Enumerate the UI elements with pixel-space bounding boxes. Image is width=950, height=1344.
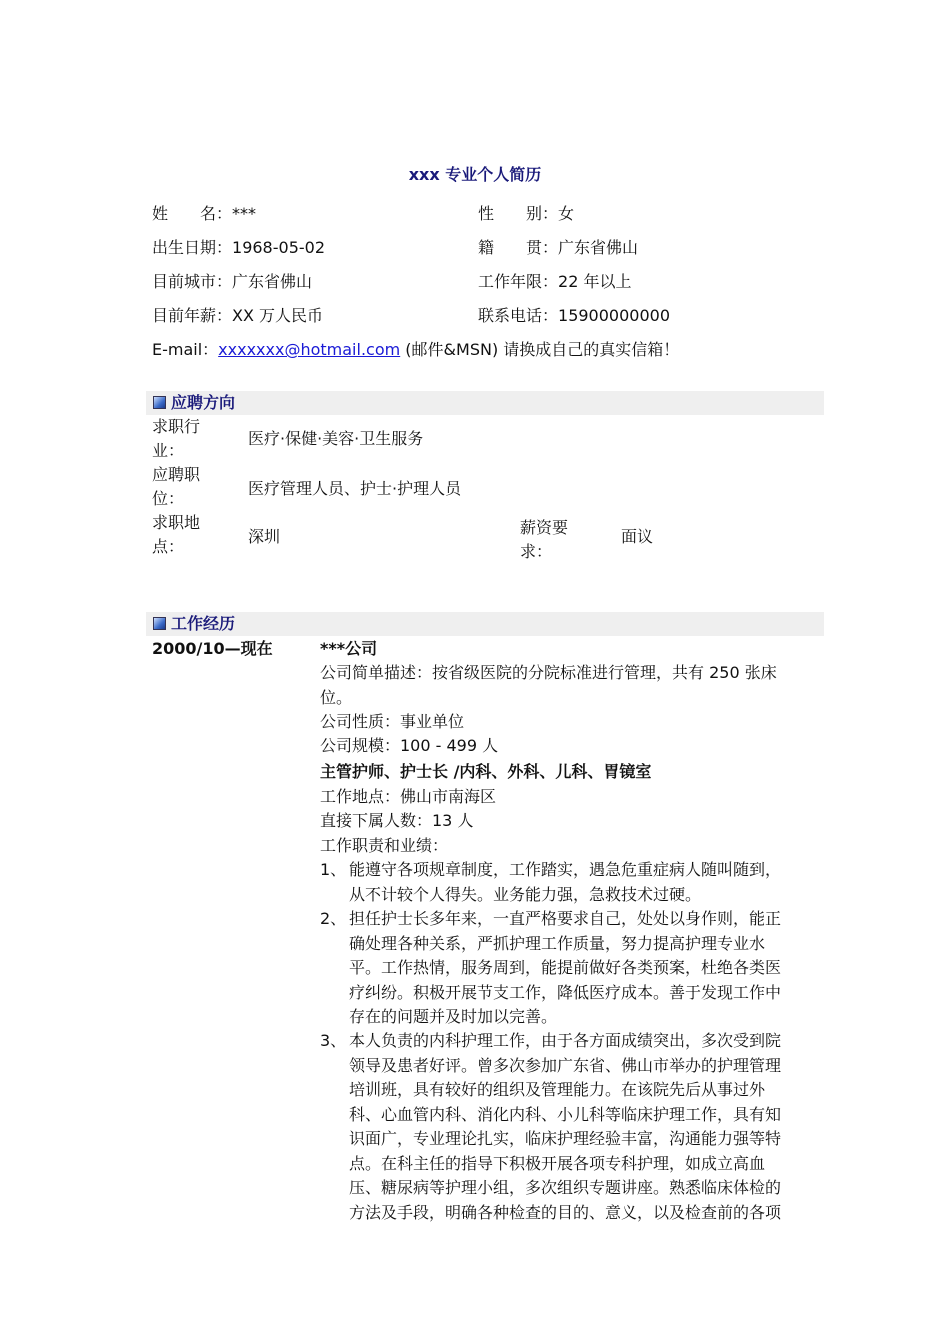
name-label: 姓 名：	[152, 204, 233, 223]
phone-label: 联系电话：	[478, 306, 559, 325]
salary-value: XX 万人民币	[232, 306, 324, 325]
duty-line: 方法及手段，明确各种检查的目的、意义，以及检查前的各项	[349, 1202, 782, 1222]
location-label-line2: 点：	[152, 537, 185, 556]
company-description-line2: 位。	[320, 687, 353, 707]
duty-line: 科、心血管内科、消化内科、小儿科等临床护理工作，具有知	[349, 1104, 782, 1124]
duty-item-number: 3、	[320, 1031, 347, 1050]
email-link[interactable]: xxxxxxx@hotmail.com	[218, 340, 401, 359]
duty-item-text	[349, 858, 801, 907]
duty-line: 领导及患者好评。曾多次参加广东省、佛山市举办的护理管理	[349, 1055, 782, 1075]
company-nature: 公司性质：事业单位	[320, 712, 465, 731]
position-label-line1: 应聘职	[152, 465, 201, 484]
duty-item-text	[349, 907, 801, 1030]
years-value: 22 年以上	[558, 272, 632, 291]
section-job-intent-header	[146, 391, 824, 415]
job-title: 主管护师、护士长 /内科、外科、儿科、胃镜室	[320, 762, 652, 781]
duty-item-number: 2、	[320, 909, 347, 928]
industry-label	[152, 415, 200, 463]
city-value: 广东省佛山	[232, 272, 313, 291]
expected-salary-label-line2: 求：	[520, 542, 553, 561]
location-label-line1: 求职地	[152, 513, 201, 532]
section-job-intent-title: 应聘方向	[171, 393, 236, 412]
duty-line: 疗纠纷。积极开展节支工作，降低医疗成本。善于发现工作中	[349, 982, 782, 1002]
salary-row	[152, 304, 323, 328]
phone-row	[478, 304, 670, 328]
expected-salary-label-line1: 薪资要	[520, 518, 569, 537]
duties-label: 工作职责和业绩：	[320, 836, 449, 855]
position-label	[152, 463, 200, 511]
industry-label-line1: 求职行	[152, 417, 201, 436]
duty-item-text	[349, 1029, 801, 1225]
company-description	[320, 661, 800, 710]
duty-item-number: 1、	[320, 860, 347, 879]
section-experience-title: 工作经历	[171, 614, 236, 633]
salary-label: 目前年薪：	[152, 306, 233, 325]
location-label	[152, 511, 200, 559]
subordinates-count: 直接下属人数：13 人	[320, 811, 474, 830]
email-label: E-mail：	[152, 340, 219, 359]
birth-label: 出生日期：	[152, 238, 233, 257]
origin-row	[478, 236, 638, 260]
birth-value: 1968-05-02	[232, 238, 325, 257]
industry-label-line2: 业：	[152, 441, 185, 460]
section-image-icon	[153, 396, 166, 409]
years-label: 工作年限：	[478, 272, 559, 291]
duty-line: 平。工作热情，服务周到，能提前做好各类预案，杜绝各类医	[349, 958, 782, 977]
birth-row	[152, 236, 325, 260]
company-scale: 公司规模：100 - 499 人	[320, 736, 499, 755]
years-row	[478, 270, 631, 294]
duty-line: 确处理各种关系，严抓护理工作质量，努力提高护理专业水	[349, 933, 766, 953]
email-row	[152, 338, 679, 362]
resume-title: xxx 专业个人简历	[408, 165, 542, 184]
gender-value: 女	[558, 204, 575, 223]
duty-line: 本人负责的内科护理工作，由于各方面成绩突出，多次受到院	[349, 1031, 782, 1050]
duty-line: 压、糖尿病等护理小组，多次组织专题讲座。熟悉临床体检的	[349, 1178, 782, 1197]
email-suffix: (邮件&MSN) 请换成自己的真实信箱！	[400, 340, 680, 359]
gender-row	[478, 202, 574, 226]
city-label: 目前城市：	[152, 272, 233, 291]
duty-line: 担任护士长多年来，一直严格要求自己，处处以身作则，能正	[349, 909, 782, 928]
expected-salary-value: 面议	[621, 527, 654, 546]
duty-line: 识面广，专业理论扎实，临床护理经验丰富，沟通能力强等特	[349, 1129, 782, 1148]
name-value: ***	[232, 204, 257, 223]
section-experience-header	[146, 612, 824, 636]
duty-line: 存在的问题并及时加以完善。	[349, 1007, 558, 1026]
work-location: 工作地点：佛山市南海区	[320, 787, 497, 806]
position-value: 医疗管理人员、护士·护理人员	[248, 479, 462, 498]
expected-salary-label	[520, 516, 568, 564]
duty-line: 能遵守各项规章制度，工作踏实，遇急危重症病人随叫随到，	[349, 860, 782, 879]
company-name: ***公司	[320, 639, 378, 658]
job-period: 2000/10—现在	[152, 639, 273, 658]
location-value: 深圳	[248, 527, 281, 546]
gender-label: 性 别：	[478, 204, 559, 223]
duty-line: 培训班，具有较好的组织及管理能力。在该院先后从事过外	[349, 1080, 766, 1099]
company-description-line1: 公司简单描述：按省级医院的分院标准进行管理，共有 250 张床	[320, 663, 777, 682]
industry-value: 医疗·保健·美容·卫生服务	[248, 429, 424, 448]
duty-line: 从不计较个人得失。业务能力强，急救技术过硬。	[349, 884, 702, 904]
city-row	[152, 270, 312, 294]
origin-value: 广东省佛山	[558, 238, 639, 257]
section-image-icon	[153, 617, 166, 630]
phone-value: 15900000000	[558, 306, 670, 325]
name-row	[152, 202, 256, 226]
position-label-line2: 位：	[152, 489, 185, 508]
origin-label: 籍 贯：	[478, 238, 559, 257]
duty-line: 点。在科主任的指导下积极开展各项专科护理，如成立高血	[349, 1153, 766, 1173]
